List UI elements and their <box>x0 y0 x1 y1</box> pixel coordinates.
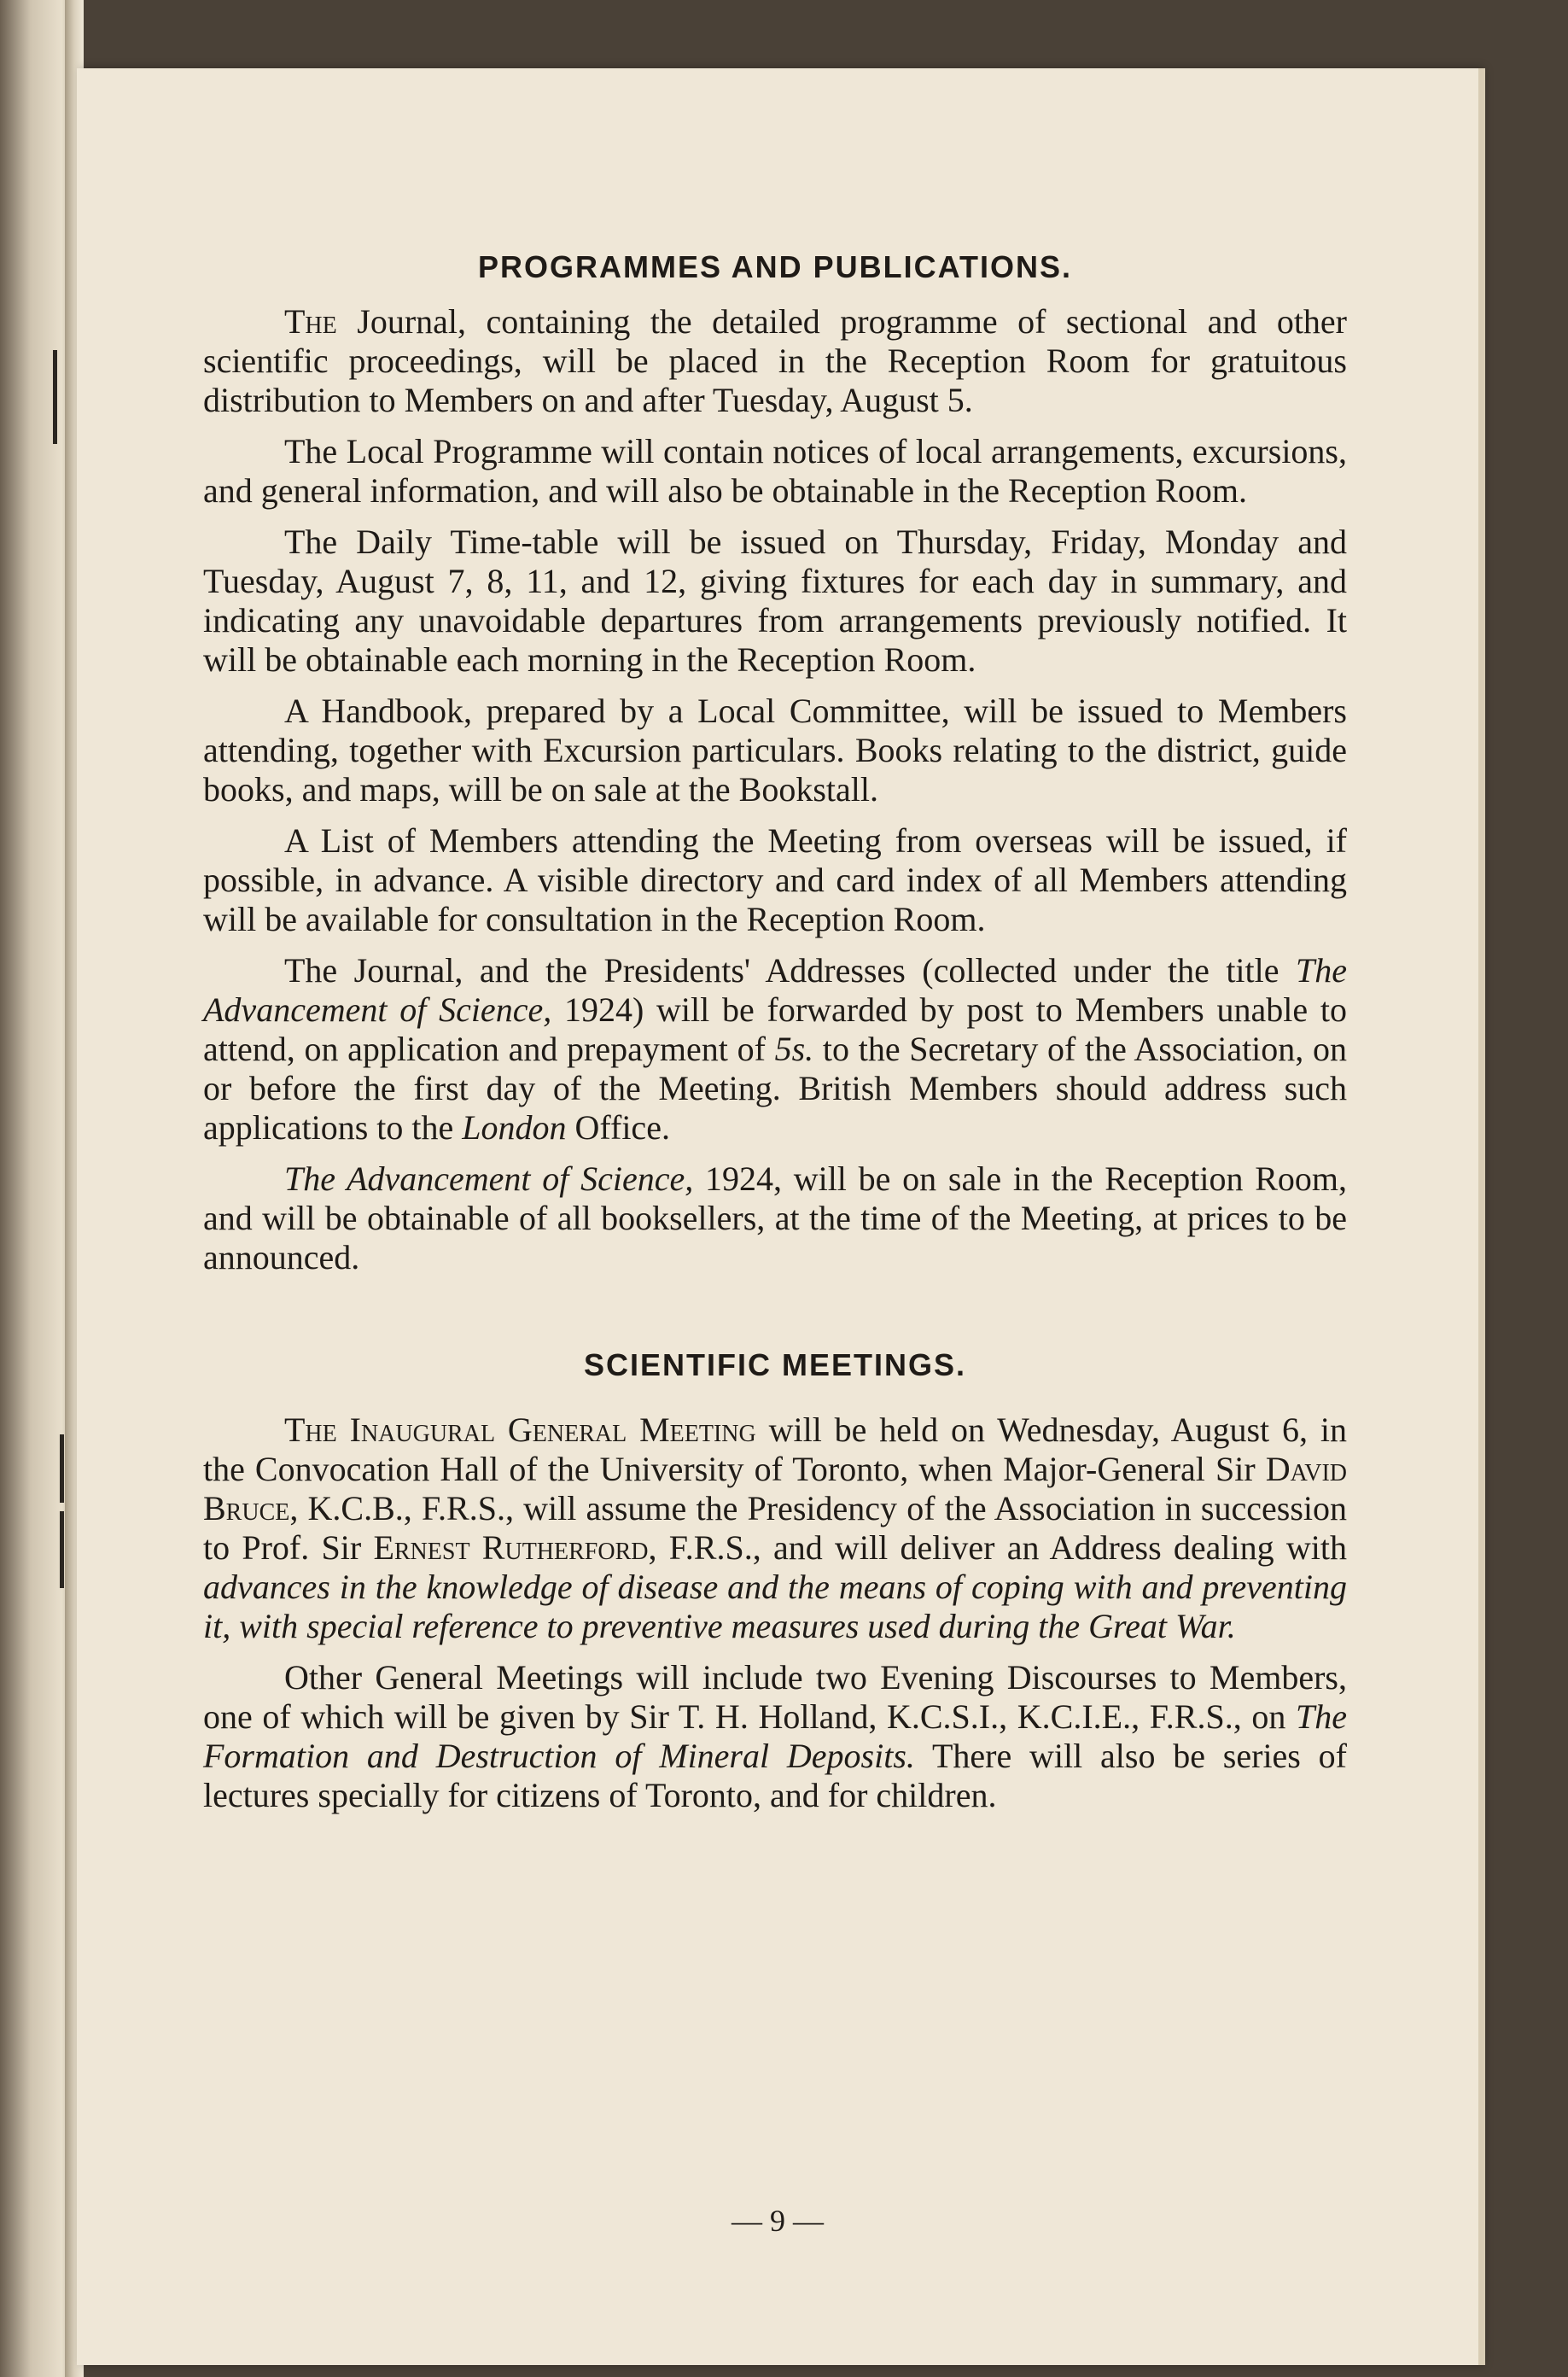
paragraph-text: The Journal, and the Presidents' Addresses (collected under the title <box>284 951 1296 990</box>
person-name: David Bruce <box>203 1450 1347 1527</box>
lead-word: The <box>284 302 337 341</box>
paragraph-journal-post <box>203 951 1347 1148</box>
paragraph-local-programme: The Local Programme will contain notices of local arrangements, excursions, and general information, and will also be obtainable in the Reception Room. <box>203 432 1347 510</box>
paragraph-advancement-sale <box>203 1159 1347 1277</box>
paragraph-text: 1924) will be forwarded by post to Members unable to attend, on application and prepayment of <box>203 990 1347 1068</box>
italic-discourse-topic: The Formation and Destruction of Mineral Deposits. <box>203 1697 1347 1775</box>
italic-address-topic: advances in the knowledge of disease and the means of coping with and preventing it, with special reference to preventive measures used during the Great War. <box>203 1568 1347 1645</box>
document-page <box>77 68 1478 2365</box>
paragraph-text: Journal, containing the detailed programme of sectional and other scientific proceedings, will be placed in the Reception Room for gratuitous distribution to Members on and after Tuesday, August 5. <box>203 302 1347 419</box>
paragraph-text: Office. <box>566 1108 670 1147</box>
page-content <box>203 248 1347 1827</box>
italic-price: 5s. <box>774 1030 814 1068</box>
paragraph-text: to the Secretary of the Association, on or before the first day of the Meeting. British Members should address such applications to the <box>203 1030 1348 1147</box>
binding-mark <box>60 1511 64 1588</box>
paragraph-text: There will also be series of lectures specially for citizens of Toronto, and for children. <box>203 1737 1347 1814</box>
paragraph-text: 1924, will be on sale in the Reception Room, and will be obtainable of all booksellers, at the time of the Meeting, at prices to be announced. <box>203 1159 1348 1276</box>
paragraph-other-meetings <box>203 1658 1347 1815</box>
lead-phrase: The Inaugural General Meeting <box>284 1410 756 1449</box>
paragraph-inaugural-meeting <box>203 1410 1347 1646</box>
binding-mark <box>60 1434 64 1503</box>
paragraph-text: Other General Meetings will include two Evening Discourses to Members, one of which will be given by Sir T. H. Holland, K.C.S.I., K.C.I.E., F.R.S., on <box>203 1658 1347 1736</box>
person-name: Ernest Rutherford <box>373 1528 649 1567</box>
paragraph-daily-timetable: The Daily Time-table will be issued on Thursday, Friday, Monday and Tuesday, August 7, 8, 11, and 12, giving fixtures for each day in summary, and indicating any unavoidable departures from arrangements previously notified. It will be obtainable each morning in the Reception Room. <box>203 523 1347 679</box>
section-heading-programmes: PROGRAMMES AND PUBLICATIONS. <box>477 249 1072 284</box>
italic-london: London <box>462 1108 567 1147</box>
section-heading-scientific-meetings: SCIENTIFIC MEETINGS. <box>583 1347 967 1382</box>
binding-mark <box>53 350 57 444</box>
paragraph-text: will be held on Wednesday, August 6, in the Convocation Hall of the University of Toronto, when Major-General Sir <box>203 1410 1347 1488</box>
italic-title: The Advancement of Science, <box>284 1159 694 1198</box>
paragraph-text: , K.C.B., F.R.S., will assume the Presidency of the Association in succession to Prof. Sir <box>203 1489 1347 1567</box>
paragraph-list-of-members: A List of Members attending the Meeting from overseas will be issued, if possible, in advance. A visible directory and card index of all Members attending will be available for consultation in the Reception Room. <box>203 821 1347 938</box>
right-page-edge <box>1478 68 1485 2365</box>
paragraph-text: , F.R.S., and will deliver an Address dealing with <box>648 1528 1347 1567</box>
paragraph-journal <box>203 302 1347 420</box>
page-number: — 9 — <box>732 2204 824 2238</box>
italic-title: The Advancement of Science, <box>203 951 1347 1029</box>
paragraph-handbook: A Handbook, prepared by a Local Committee, will be issued to Members attending, together with Excursion particulars. Books relating to the district, guide books, and maps, will be on sale at the Bookstall. <box>203 692 1347 809</box>
